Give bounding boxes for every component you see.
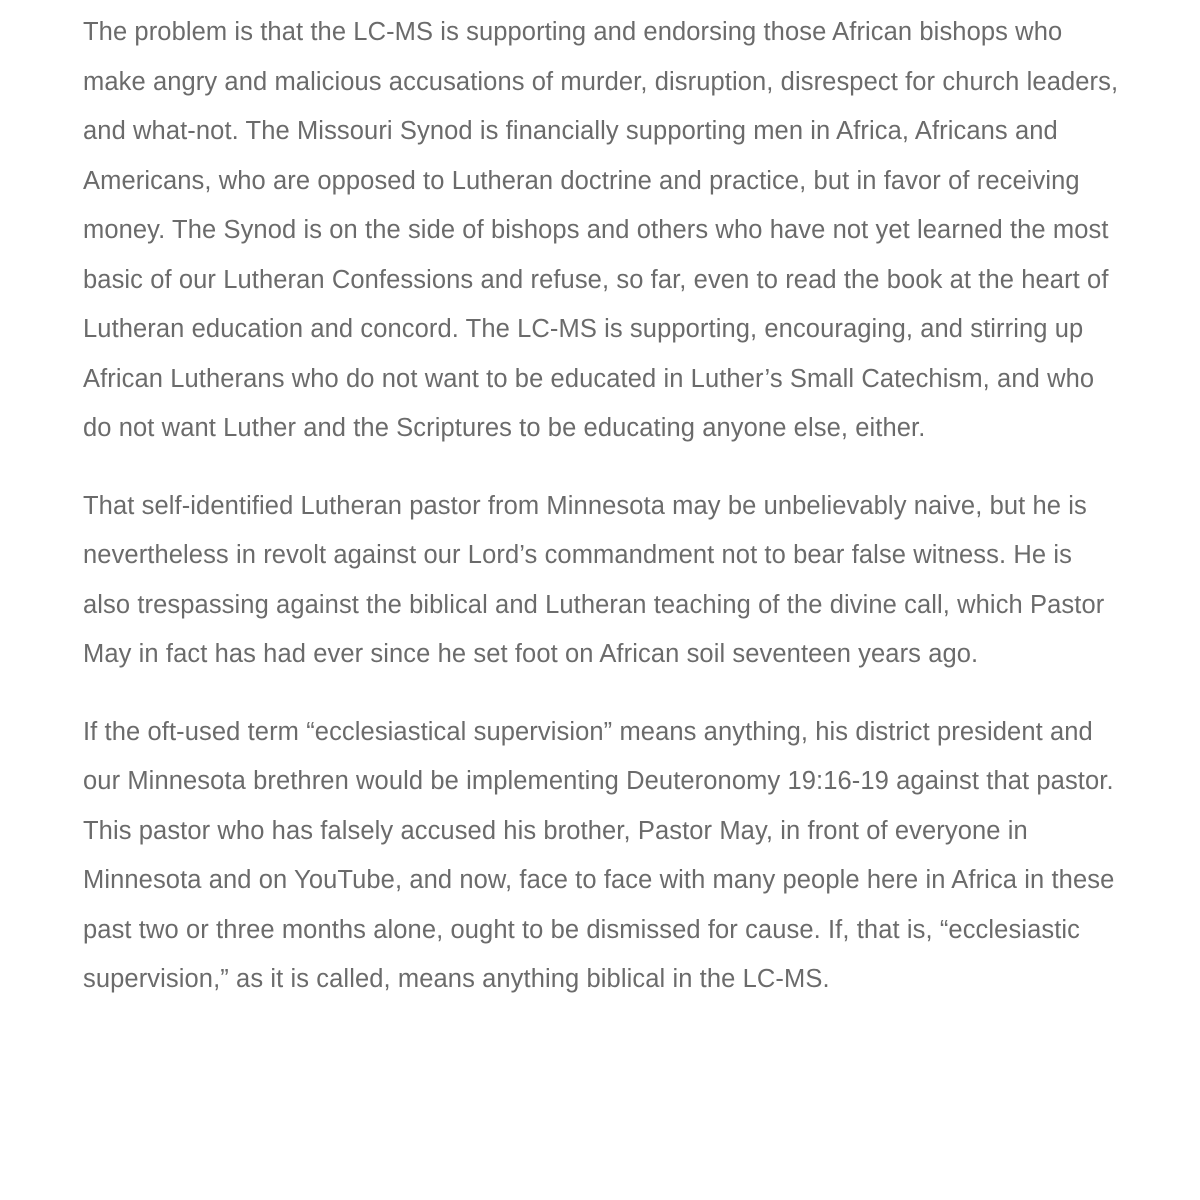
article-body — [83, 8, 1123, 1033]
paragraph-3: If the oft-used term “ecclesiastical supervision” means anything, his district president and our Minnesota brethren would be implementing Deuteronomy 19:16-19 against that pastor. This pastor who has falsely accused his brother, Pastor May, in front of everyone in Minnesota and on YouTube, and now, face to face with many people here in Africa in these past two or three months alone, ought to be dismissed for cause. If, that is, “ecclesiastic supervision,” as it is called, means anything biblical in the LC-MS. — [83, 717, 1115, 993]
paragraph-2: That self-identified Lutheran pastor from Minnesota may be unbelievably naive, but he is nevertheless in revolt against our Lord’s commandment not to bear false witness. He is also trespassing against the biblical and Lutheran teaching of the divine call, which Pastor May in fact has had ever since he set foot on African soil seventeen years ago. — [83, 491, 1105, 668]
paragraph-1: The problem is that the LC-MS is supporting and endorsing those African bishops who make angry and malicious accusations of murder, disruption, disrespect for church leaders, and what-not. The Missouri Synod is financially supporting men in Africa, Africans and Americans, who are opposed to Lutheran doctrine and practice, but in favor of receiving money. The Synod is on the side of bishops and others who have not yet learned the most basic of our Lutheran Confessions and refuse, so far, even to read the book at the heart of Lutheran education and concord. The LC-MS is supporting, encouraging, and stirring up African Lutherans who do not want to be educated in Luther’s Small Catechism, and who do not want Luther and the Scriptures to be educating anyone else, either. — [83, 18, 1119, 442]
